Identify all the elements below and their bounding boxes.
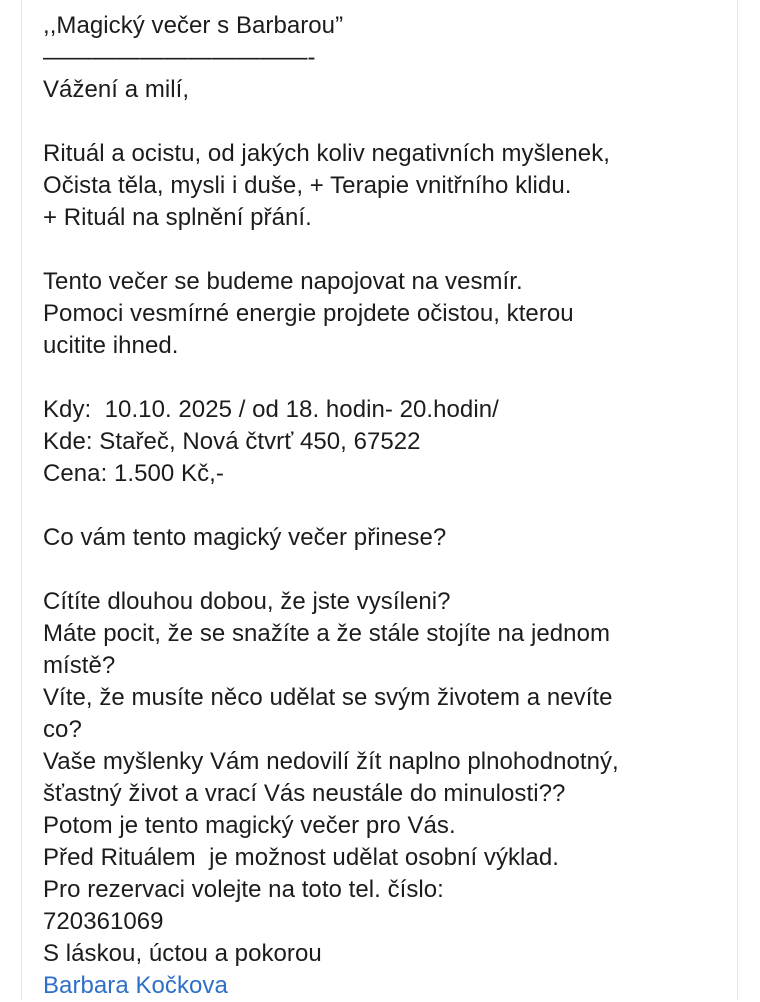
- body-line: Potom je tento magický večer pro Vás.: [43, 812, 456, 839]
- greeting: Vážení a milí,: [43, 76, 190, 103]
- body-line: co?: [43, 716, 82, 743]
- spacer: [43, 362, 733, 394]
- event-when: Kdy: 10.10. 2025 / od 18. hodin- 20.hodin/: [43, 396, 499, 423]
- message-title: ,,Magický večer s Barbarou”: [43, 12, 344, 39]
- body-line: Před Rituálem je možnost udělat osobní výklad.: [43, 844, 559, 871]
- divider-line: ———————————-: [43, 44, 316, 71]
- spacer: [43, 106, 733, 138]
- body-line: Vaše myšlenky Vám nedovilí žít naplno plnohodnotný,: [43, 748, 619, 775]
- message-body: [43, 10, 733, 1002]
- body-line: Pro rezervaci volejte na toto tel. číslo:: [43, 876, 444, 903]
- intro-line: + Rituál na splnění přání.: [43, 204, 312, 231]
- phone-number: 720361069: [43, 908, 164, 935]
- body-line: místě?: [43, 652, 116, 679]
- intro-line: Očista těla, mysli i duše, + Terapie vnitřního klidu.: [43, 172, 572, 199]
- closing-line: S láskou, úctou a pokorou: [43, 940, 322, 967]
- spacer: [43, 490, 733, 522]
- universe-line: ucitite ihned.: [43, 332, 179, 359]
- intro-line: Rituál a ocistu, od jakých koliv negativních myšlenek,: [43, 140, 610, 167]
- event-where: Kde: Stařeč, Nová čtvrť 450, 67522: [43, 428, 421, 455]
- question-heading: Co vám tento magický večer přinese?: [43, 524, 447, 551]
- body-line: Cítíte dlouhou dobou, že jste vysíleni?: [43, 588, 451, 615]
- spacer: [43, 554, 733, 586]
- event-price: Cena: 1.500 Kč,-: [43, 460, 224, 487]
- universe-line: Tento večer se budeme napojovat na vesmír.: [43, 268, 523, 295]
- universe-line: Pomoci vesmírné energie projdete očistou, kterou: [43, 300, 574, 327]
- spacer: [43, 234, 733, 266]
- signature-link[interactable]: Barbara Kočkova: [43, 972, 228, 999]
- body-line: šťastný život a vrací Vás neustále do minulosti??: [43, 780, 566, 807]
- body-line: Máte pocit, že se snažíte a že stále stojíte na jednom: [43, 620, 611, 647]
- body-line: Víte, že musíte něco udělat se svým životem a nevíte: [43, 684, 613, 711]
